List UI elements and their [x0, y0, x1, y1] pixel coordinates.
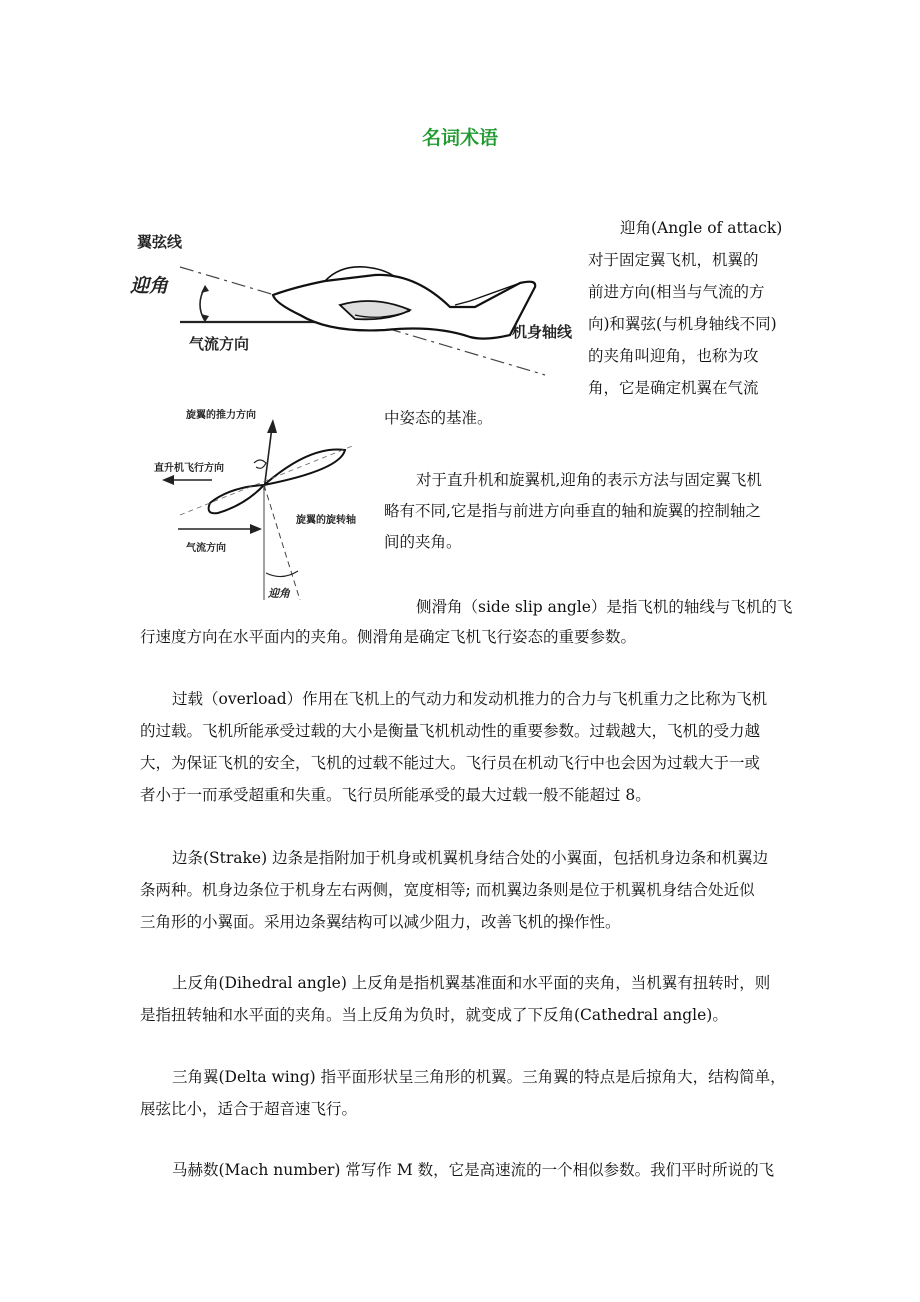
- paragraph-line: 边条(Strake) 边条是指附加于机身或机翼机身结合处的小翼面，包括机身边条和机翼边: [172, 849, 769, 867]
- paragraph-line: 过载（overload）作用在飞机上的气动力和发动机推力的合力与飞机重力之比称为飞机: [172, 690, 768, 708]
- heli-airflow-label: 气流方向: [186, 543, 226, 554]
- rotor-axis-label: 旋翼的旋转轴: [296, 515, 356, 526]
- rotor-thrust-label: 旋翼的推力方向: [186, 410, 256, 421]
- aoa-line: 向)和翼弦(与机身轴线不同): [588, 315, 777, 333]
- delta-wing-paragraph: [140, 1061, 785, 1125]
- aoa-label: 迎角: [130, 275, 169, 297]
- page-title: 名词术语: [421, 127, 498, 149]
- sideslip-line: 侧滑角（side slip angle）是指飞机的轴线与飞机的飞: [416, 598, 793, 616]
- aoa-line: 对于固定翼飞机，机翼的: [588, 251, 759, 269]
- paragraph-line: 三角翼(Delta wing) 指平面形状呈三角形的机翼。三角翼的特点是后掠角大，结构简单，: [172, 1068, 786, 1086]
- sideslip-line: 行速度方向在水平面内的夹角。侧滑角是确定飞机飞行姿态的重要参数。: [140, 628, 637, 646]
- helicopter-aoa-figure: [150, 405, 380, 610]
- heli-line: 略有不同,它是指与前进方向垂直的轴和旋翼的控制轴之: [384, 502, 761, 520]
- aoa-line: 的夹角叫迎角，也称为攻: [588, 347, 759, 365]
- paragraph-line: 三角形的小翼面。采用边条翼结构可以减少阻力，改善飞机的操作性。: [140, 913, 621, 931]
- heli-flight-direction-label: 直升机飞行方向: [154, 463, 224, 474]
- paragraph-line: 者小于一而承受超重和失重。飞行员所能承受的最大过载一般不能超过 8。: [140, 786, 651, 804]
- overload-paragraph: [140, 683, 785, 811]
- paragraph-line: 条两种。机身边条位于机身左右两侧，宽度相等; 而机翼边条则是位于机翼机身结合处近似: [140, 881, 755, 899]
- paragraph-line: 上反角(Dihedral angle) 上反角是指机翼基准面和水平面的夹角，当机翼有扭转时，则: [172, 974, 771, 992]
- strake-paragraph: [140, 842, 785, 938]
- airflow-label: 气流方向: [189, 335, 250, 353]
- heli-line: 对于直升机和旋翼机,迎角的表示方法与固定翼飞机: [416, 471, 762, 489]
- fuselage-axis-label: 机身轴线: [512, 323, 573, 341]
- dihedral-paragraph: [140, 967, 785, 1031]
- mach-paragraph: [140, 1154, 785, 1186]
- paragraph-line: 大，为保证飞机的安全，飞机的过载不能过大。飞行员在机动飞行中也会因为过载大于一或: [140, 754, 761, 772]
- heli-line: 间的夹角。: [384, 533, 462, 551]
- aoa-line: 角，它是确定机翼在气流: [588, 379, 759, 397]
- paragraph-line: 马赫数(Mach number) 常写作 M 数，它是高速流的一个相似参数。我们平时所说的飞: [172, 1161, 775, 1179]
- aoa-line: 中姿态的基准。: [384, 409, 493, 427]
- aoa-heading: 迎角(Angle of attack): [620, 219, 783, 237]
- paragraph-line: 展弦比小，适合于超音速飞行。: [140, 1100, 358, 1118]
- fixed-wing-aoa-figure: [125, 225, 590, 405]
- chord-line-label: 翼弦线: [137, 233, 183, 251]
- aoa-line: 前进方向(相当与气流的方: [588, 283, 765, 301]
- paragraph-line: 的过载。飞机所能承受过载的大小是衡量飞机机动性的重要参数。过载越大，飞机的受力越: [140, 722, 761, 740]
- heli-aoa-label: 迎角: [268, 587, 290, 600]
- paragraph-line: 是指扭转轴和水平面的夹角。当上反角为负时，就变成了下反角(Cathedral angle)。: [140, 1006, 728, 1024]
